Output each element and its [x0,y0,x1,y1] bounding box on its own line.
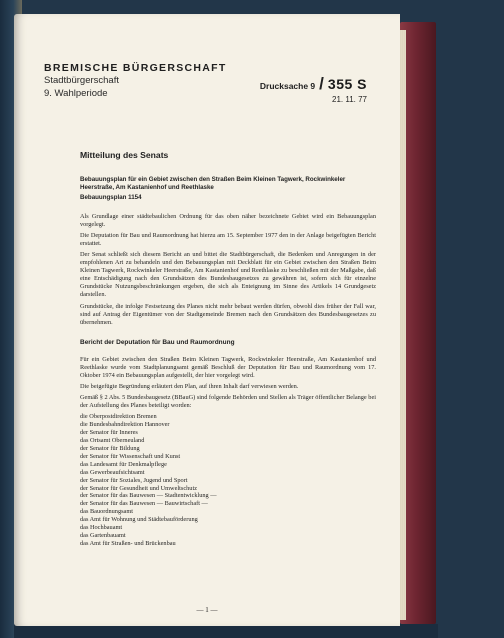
list-item: die Oberpostdirektion Bremen [80,413,157,421]
paragraph: Für ein Gebiet zwischen den Straßen Beim Kleinen Tagwerk, Rockwinkeler Heerstraße, Am Kastanienhof und Reethlaske wurde vom Stadtplanungsamt gemäß Beschluß der Deputation für Bau und Raumordnung vom 17. Oktober 1974 ein Bebauungsplan aufgestellt, der hier vorgelegt wird. [80,355,376,380]
drucksache-number: 355 S [327,76,367,92]
list-item: das Amt für Straßen- und Brückenbau [80,539,176,547]
list-item: das Amt für Wohnung und Städtebauförderung [80,516,198,524]
list-item: das Bauordnungsamt [80,508,133,516]
list-item: der Senator für Inneres [80,429,138,437]
document-page [14,14,400,626]
paragraph: Gemäß § 2 Abs. 5 Bundesbaugesetz (BBauG) sind folgende Behörden und Stellen als Träger öffentlicher Belange bei der Aufstellung des Planes beteiligt worden: [80,394,376,410]
drucksache-date: 21. 11. 77 [332,95,367,104]
list-item: die Bundesbahndirektion Hannover [80,421,170,429]
list-item: der Senator für Wissenschaft und Kunst [80,452,181,460]
drucksache-row [260,74,367,94]
list-item: das Gewerbeaufsichtsamt [80,468,145,476]
page-number: — 1 — [196,606,218,614]
paragraph: Als Grundlage einer städtebaulichen Ordnung für das oben näher bezeichnete Gebiet wird ein Bebauungsplan vorgelegt. [80,212,376,228]
section-title: Bericht der Deputation für Bau und Raumordnung [80,338,235,346]
list-item: der Senator für das Bauwesen — Bauwirtschaft — [80,500,208,508]
document-body [80,150,376,548]
chamber-name: Stadtbürgerschaft [44,75,119,86]
list-item: das Hochbauamt [80,524,123,532]
paragraph: Die beigefügte Begründung erläutert den Plan, auf ihren Inhalt darf verwiesen werden. [80,383,299,391]
bottom-shadow [14,624,438,638]
drucksache-slash: / [319,74,324,93]
list-item: der Senator für Soziales, Jugend und Sport [80,476,188,484]
organization-name: BREMISCHE BÜRGERSCHAFT [44,62,227,74]
drucksache-block [260,74,367,104]
paragraph: Die Deputation für Bau und Raumordnung hat hierzu am 15. September 1977 den in der Anlage beigefügten Bericht erstattet. [80,231,376,247]
drucksache-label: Drucksache 9 [259,81,316,91]
agency-list [80,413,376,547]
list-item: das Gartenbauamt [80,531,126,539]
plan-subject: Bebauungsplan für ein Gebiet zwischen den Straßen Beim Kleinen Tagwerk, Rockwinkeler Heerstraße, Am Kastanienhof und Reethlaske [80,176,346,192]
letterhead [44,62,227,101]
list-item: das Ortsamt Oberneuland [80,437,145,445]
list-item: der Senator für Bildung [80,445,140,453]
paragraph: Grundstücke, die infolge Festsetzung des Planes nicht mehr bebaut werden dürfen, obwohl dies früher der Fall war, sind auf Antrag der Eigentümer von der Stadtgemeinde Bremen nach den Grundsätzen des Bundesbaugesetzes zu übernehmen. [80,302,376,326]
paragraph: Der Senat schließt sich diesem Bericht an und bittet die Stadtbürgerschaft, die Bedenken und Anregungen in der empfohlenen Art zu behandeln und den Bebauungsplan mit Deckblatt für ein Gebiet zwischen den Straßen Beim Kleinen Tagwerk, Rockwinkeler Heerstraße, Am Kastanienhof und Reethlaske zu beschließen mit der Maßgabe, daß eine Entschädigung nach den Grundsätzen des Bundesbaugesetzes zu gewähren ist, sofern sich für einzelne Grundstücke Nutzungsbeschränkungen ergeben, die sich als Enteignung im Sinne des Artikels 14 Grundgesetz darstellen. [80,250,376,299]
legislative-period: 9. Wahlperiode [44,88,108,99]
list-item: der Senator für Gesundheit und Umweltschutz [80,484,197,492]
list-item: das Landesamt für Denkmalpflege [80,460,167,468]
document-title: Mitteilung des Senats [80,150,169,160]
list-item: der Senator für das Bauwesen — Stadtentwicklung — [80,492,217,500]
plan-label: Bebauungsplan 1154 [80,194,142,202]
